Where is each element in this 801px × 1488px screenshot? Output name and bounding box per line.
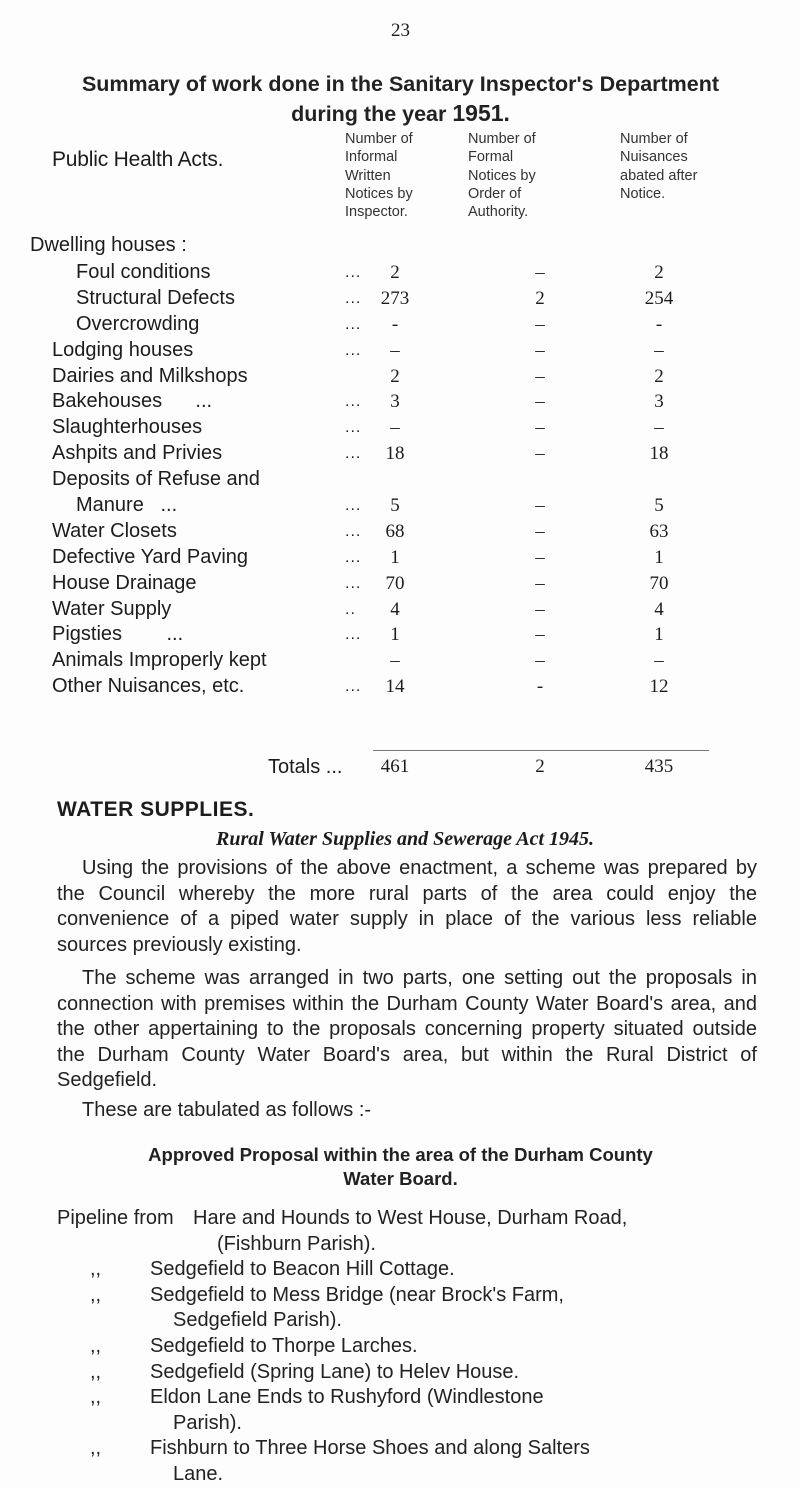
cell-formal-notices: – [535, 598, 545, 620]
cell-informal-notices: – [390, 650, 400, 672]
act-title: Rural Water Supplies and Sewerage Act 1945. [216, 828, 595, 850]
cell-formal-notices: – [535, 417, 545, 439]
row-label: Animals Improperly kept [52, 649, 267, 672]
title-year: 1951. [452, 100, 510, 126]
cell-informal-notices: 1 [390, 624, 400, 646]
pipeline-item [57, 1283, 757, 1334]
title-prefix: during the year [291, 102, 447, 126]
totals-rule [373, 750, 709, 751]
row-label: Manure ... [76, 494, 178, 517]
cell-informal-notices: – [390, 339, 400, 361]
cell-informal-notices: 1 [390, 546, 400, 568]
totals-formal: 2 [535, 756, 545, 777]
pipeline-item [57, 1360, 757, 1386]
pipeline-route: Sedgefield to Mess Bridge (near Brock's Farm, [150, 1283, 564, 1306]
cell-formal-notices: – [535, 339, 545, 361]
pipeline-item [57, 1257, 757, 1283]
cell-informal-notices: 14 [385, 676, 405, 698]
cell-formal-notices: – [535, 443, 545, 465]
table-row [0, 597, 801, 623]
cell-nuisances-abated: 2 [654, 262, 664, 283]
cell-formal-notices: 2 [535, 287, 545, 309]
cell-formal-notices: – [535, 391, 545, 413]
table-row [0, 415, 801, 441]
section-heading: WATER SUPPLIES. [57, 798, 255, 821]
row-label: Water Closets [52, 519, 177, 542]
cell-informal-notices: 70 [385, 572, 405, 594]
paragraph: Using the provisions of the above enactment, a scheme was prepared by the Council whereby the more rural parts of the area could enjoy the convenience of a piped water supply in place of the various less reliable sources previously existing. [57, 857, 757, 956]
cell-informal-notices: 68 [385, 520, 405, 542]
header-line: abated after [620, 167, 698, 184]
row-leader-dots: ... [345, 341, 362, 359]
cell-nuisances-abated: 4 [654, 598, 664, 620]
row-label: Water Supply [52, 597, 172, 620]
pipeline-list [57, 1206, 757, 1488]
cell-nuisances-abated: 3 [654, 391, 664, 413]
pipeline-item [57, 1385, 757, 1436]
row-leader-dots: .. [345, 600, 356, 618]
pipeline-lead: ,, [90, 1437, 102, 1460]
header-line: Number of [468, 131, 536, 147]
pipeline-route-continued: Lane. [173, 1462, 224, 1485]
row-leader-dots: ... [345, 315, 362, 333]
header-line: Written [345, 167, 391, 184]
pipeline-item [57, 1206, 757, 1257]
summary-table [0, 260, 801, 700]
cell-informal-notices: 5 [390, 495, 400, 517]
pipeline-lead: ,, [90, 1258, 102, 1281]
row-label: Deposits of Refuse and [52, 468, 260, 491]
totals-label: Totals ... [268, 756, 343, 778]
page-title: Summary of work done in the Sanitary Inspector's Department [81, 72, 720, 96]
public-health-acts-heading: Public Health Acts. [52, 148, 224, 171]
pipeline-route: Sedgefield to Thorpe Larches. [150, 1334, 418, 1357]
table-row [0, 389, 801, 415]
cell-formal-notices: – [535, 572, 545, 594]
cell-nuisances-abated: 63 [649, 520, 669, 542]
header-line: Formal [468, 149, 514, 166]
header-line: Notices by [468, 167, 536, 184]
cell-nuisances-abated: 1 [654, 546, 664, 568]
row-label: Dairies and Milkshops [52, 364, 248, 387]
row-label: Defective Yard Paving [52, 545, 249, 568]
pipeline-item [57, 1436, 757, 1487]
subheading: Water Board. [343, 1168, 458, 1189]
pipeline-lead: ,, [90, 1334, 102, 1357]
table-row [0, 338, 801, 364]
cell-nuisances-abated: 12 [649, 676, 669, 698]
pipeline-lead: ,, [90, 1386, 102, 1409]
row-leader-dots: ... [345, 626, 362, 644]
row-label: Slaughterhouses [52, 416, 203, 439]
cell-nuisances-abated: – [654, 339, 664, 361]
cell-nuisances-abated: – [654, 650, 664, 672]
table-row [0, 622, 801, 648]
column-header-formal-notices [468, 130, 536, 221]
subheading: Approved Proposal within the area of the Durham County [148, 1144, 653, 1165]
cell-formal-notices: – [535, 546, 545, 568]
cell-informal-notices: 3 [390, 391, 400, 413]
header-line: Notices by [345, 185, 413, 202]
table-row [0, 467, 801, 493]
cell-informal-notices: 2 [390, 365, 400, 387]
row-leader-dots: ... [345, 522, 362, 540]
row-leader-dots: ... [345, 678, 362, 696]
cell-informal-notices: – [390, 417, 400, 439]
pipeline-route-continued: (Fishburn Parish). [217, 1232, 376, 1255]
cell-nuisances-abated: 5 [654, 495, 664, 517]
row-label: House Drainage [52, 571, 197, 594]
pipeline-route: Sedgefield to Beacon Hill Cottage. [150, 1258, 455, 1281]
pipeline-lead: ,, [90, 1283, 102, 1306]
row-label: Bakehouses ... [52, 390, 213, 413]
row-label: Ashpits and Privies [52, 442, 223, 465]
row-leader-dots: ... [345, 289, 362, 307]
table-row [0, 493, 801, 519]
pipeline-route: Eldon Lane Ends to Rushyford (Windlestone [150, 1386, 544, 1409]
table-row [0, 571, 801, 597]
table-row [0, 674, 801, 700]
cell-nuisances-abated: 2 [654, 365, 664, 387]
pipeline-item [57, 1334, 757, 1360]
cell-nuisances-abated: 18 [649, 443, 669, 465]
page-title-year-line [0, 100, 801, 127]
cell-informal-notices: - [391, 313, 399, 335]
table-row [0, 545, 801, 571]
cell-nuisances-abated: – [654, 417, 664, 439]
totals-abated: 435 [644, 756, 674, 777]
table-row [0, 312, 801, 338]
row-label: Pigsties ... [52, 623, 184, 646]
pipeline-lead: ,, [90, 1360, 102, 1383]
header-line: Authority. [468, 204, 529, 221]
totals-informal: 461 [380, 756, 410, 777]
pipeline-lead: Pipeline from [57, 1207, 174, 1229]
paragraph: The scheme was arranged in two parts, one setting out the proposals in connection with premises within the Durham County Water Board's area, and the other appertaining to the proposals concerning property situated outside the Durham County Water Board's area, but within the Rural District of Sedgefield. [57, 967, 757, 1092]
header-line: Nuisances [620, 149, 688, 166]
table-row [0, 364, 801, 390]
cell-formal-notices: – [535, 365, 545, 387]
header-line: Number of [345, 131, 413, 147]
header-line: Number of [620, 131, 688, 147]
row-label: Other Nuisances, etc. [52, 675, 245, 698]
cell-formal-notices: – [535, 262, 545, 283]
header-line: Notice. [620, 185, 666, 202]
row-leader-dots: ... [345, 393, 362, 411]
row-label: Foul conditions [76, 261, 211, 283]
table-row [0, 648, 801, 674]
header-line: Informal [345, 149, 398, 166]
page-number: 23 [391, 20, 410, 41]
column-header-informal-notices [345, 130, 413, 221]
row-leader-dots: ... [345, 548, 362, 566]
row-leader-dots: ... [345, 445, 362, 463]
cell-informal-notices: 2 [390, 262, 400, 283]
cell-formal-notices: – [535, 313, 545, 335]
cell-nuisances-abated: - [655, 313, 663, 335]
cell-informal-notices: 273 [380, 287, 410, 309]
table-row [0, 519, 801, 545]
cell-formal-notices: – [535, 520, 545, 542]
cell-nuisances-abated: 254 [644, 287, 674, 309]
cell-informal-notices: 18 [385, 443, 405, 465]
cell-formal-notices: - [536, 676, 544, 698]
pipeline-route-continued: Sedgefield Parish). [173, 1309, 342, 1332]
cell-formal-notices: – [535, 624, 545, 646]
cell-informal-notices: 4 [390, 598, 400, 620]
row-label: Lodging houses [52, 338, 194, 361]
row-label: Overcrowding [76, 312, 200, 335]
cell-nuisances-abated: 70 [649, 572, 669, 594]
paragraph: These are tabulated as follows :- [82, 1099, 372, 1121]
row-leader-dots: ... [345, 574, 362, 592]
cell-nuisances-abated: 1 [654, 624, 664, 646]
header-line: Inspector. [345, 204, 408, 221]
table-row [0, 441, 801, 467]
row-label: Structural Defects [76, 286, 235, 309]
header-line: Order of [468, 185, 522, 202]
row-leader-dots: ... [345, 497, 362, 515]
table-row [0, 260, 801, 286]
row-leader-dots: ... [345, 264, 362, 281]
cell-formal-notices: – [535, 495, 545, 517]
pipeline-route: Hare and Hounds to West House, Durham Road, [193, 1207, 628, 1229]
dwelling-houses-label: Dwelling houses : [30, 234, 187, 256]
totals-row [0, 756, 801, 782]
pipeline-route-continued: Parish). [173, 1411, 242, 1434]
pipeline-route: Sedgefield (Spring Lane) to Helev House. [150, 1360, 520, 1383]
row-leader-dots: ... [345, 419, 362, 437]
cell-formal-notices: – [535, 650, 545, 672]
column-header-nuisances-abated [620, 130, 697, 203]
table-row [0, 286, 801, 312]
pipeline-route: Fishburn to Three Horse Shoes and along Salters [150, 1437, 590, 1460]
